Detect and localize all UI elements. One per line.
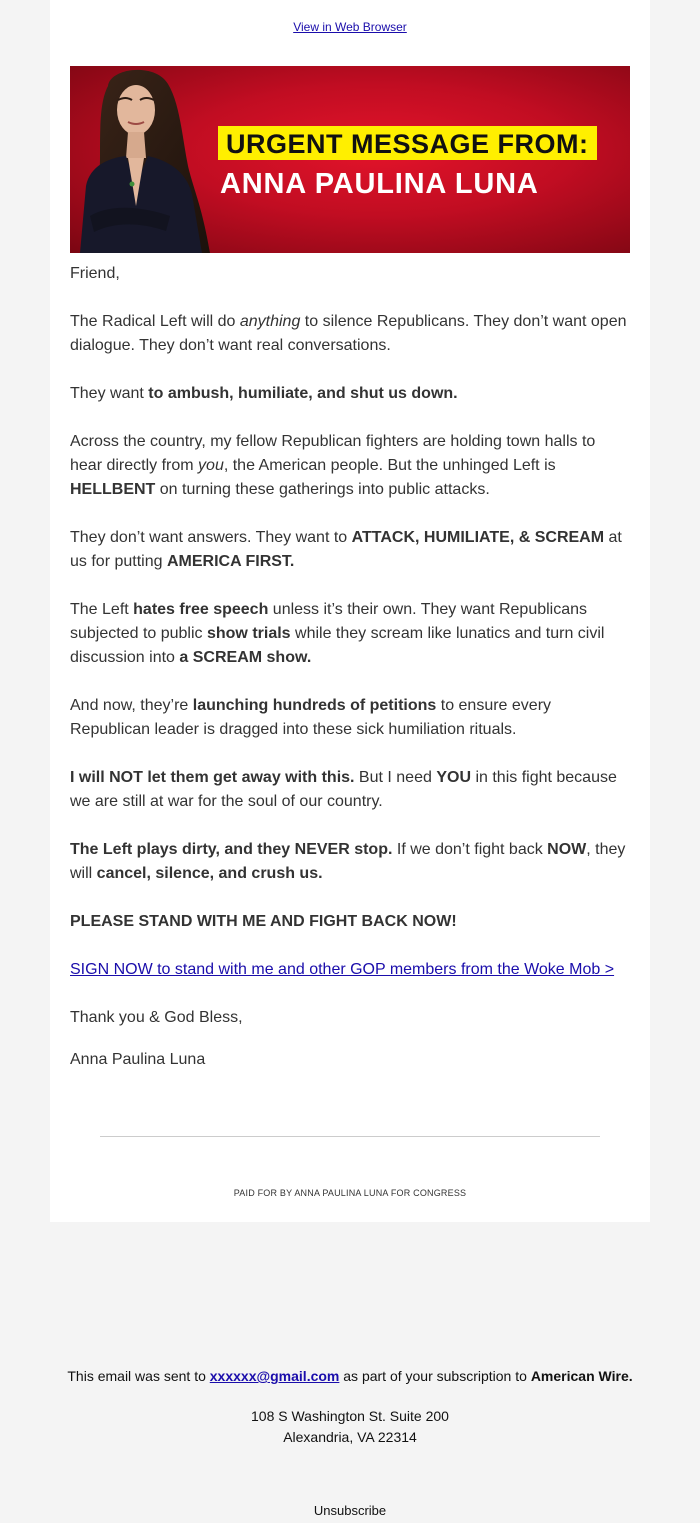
text-span: on turning these gatherings into public attacks.	[155, 481, 490, 498]
bold-text: hates free speech	[133, 601, 269, 618]
text-span: while they scream like lunatics and turn civil discussion into	[70, 625, 605, 666]
bold-text: launching hundreds of petitions	[192, 697, 437, 714]
bold-text: YOU	[436, 769, 471, 786]
bold-text: PLEASE STAND WITH ME AND FIGHT BACK NOW!	[70, 913, 457, 930]
text-span: , the American people. But the unhinged Left is	[223, 457, 556, 474]
email-card	[50, 0, 650, 1222]
text-span: They want	[70, 385, 149, 402]
footer-address-line-2: Alexandria, VA 22314	[283, 1429, 417, 1445]
paragraph-9	[70, 910, 630, 934]
bold-text: to ambush, humiliate, and shut us down.	[148, 385, 458, 402]
cta-paragraph	[70, 958, 630, 982]
bold-text: HELLBENT	[70, 481, 156, 498]
text-span: The Left	[70, 601, 134, 618]
bold-text: The Left plays dirty, and they NEVER stop.	[70, 841, 393, 858]
text-span: But I need	[354, 769, 437, 786]
text-span: Across the country, my fellow Republican fighters are holding town halls to hear directly from	[70, 433, 596, 474]
org-name: American Wire.	[530, 1368, 633, 1384]
bold-text: I will NOT let them get away with this.	[70, 769, 355, 786]
hero-banner[interactable]	[70, 66, 630, 253]
divider	[100, 1136, 600, 1137]
paragraph-5	[70, 598, 630, 670]
text-span: as part of your subscription to	[339, 1368, 531, 1384]
text-span: This email was sent to	[67, 1368, 210, 1384]
text-span: unless it’s their own. They want Republicans subjected to public	[70, 601, 588, 642]
paragraph-4	[70, 526, 630, 574]
letter-body	[70, 262, 630, 1096]
paragraph-3	[70, 430, 630, 502]
text-span: If we don’t fight back	[392, 841, 548, 858]
banner-headline: URGENT MESSAGE FROM:	[218, 126, 597, 160]
bold-text: cancel, silence, and crush us.	[96, 865, 323, 882]
text-span: to silence Republicans. They don’t want open dialogue. They don’t want real conversations.	[70, 313, 627, 354]
text-span: They don’t want answers. They want to	[70, 529, 352, 546]
text-span: at us for putting	[70, 529, 622, 570]
paid-for-disclaimer: PAID FOR BY ANNA PAULINA LUNA FOR CONGRESS	[233, 1188, 467, 1198]
text-span: to ensure every Republican leader is dragged into these sick humiliation rituals.	[70, 697, 552, 738]
paragraph-7	[70, 766, 630, 814]
emphasis-text: anything	[239, 313, 301, 330]
bold-text: show trials	[206, 625, 291, 642]
sign-now-link[interactable]: SIGN NOW to stand with me and other GOP members from the Woke Mob >	[70, 961, 615, 978]
text-span: The Radical Left will do	[70, 313, 240, 330]
closing: Thank you & God Bless,	[70, 1009, 243, 1026]
paragraph-8	[70, 838, 630, 886]
email-address-link[interactable]: xxxxxx@gmail.com	[209, 1368, 340, 1384]
bold-text: a SCREAM show.	[179, 649, 312, 666]
signature: Anna Paulina Luna	[70, 1051, 206, 1068]
footer-sent-to	[0, 1368, 700, 1384]
paragraph-1	[70, 310, 630, 358]
paragraph-6	[70, 694, 630, 742]
view-in-browser-link[interactable]: View in Web Browser	[293, 20, 407, 34]
text-span: And now, they’re	[70, 697, 193, 714]
greeting: Friend,	[70, 265, 120, 282]
bold-text: NOW	[547, 841, 587, 858]
bold-text: AMERICA FIRST.	[166, 553, 295, 570]
unsubscribe-link[interactable]: Unsubscribe	[313, 1503, 387, 1518]
text-span: in this fight because we are still at war for the soul of our country.	[70, 769, 617, 810]
bold-text: ATTACK, HUMILIATE, & SCREAM	[351, 529, 605, 546]
portrait-image	[70, 66, 220, 253]
emphasis-text: you	[198, 457, 224, 474]
paragraph-2	[70, 382, 630, 406]
text-span: , they will	[70, 841, 626, 882]
banner-name: ANNA PAULINA LUNA	[220, 168, 539, 200]
footer-address-line-1: 108 S Washington St. Suite 200	[251, 1408, 449, 1424]
